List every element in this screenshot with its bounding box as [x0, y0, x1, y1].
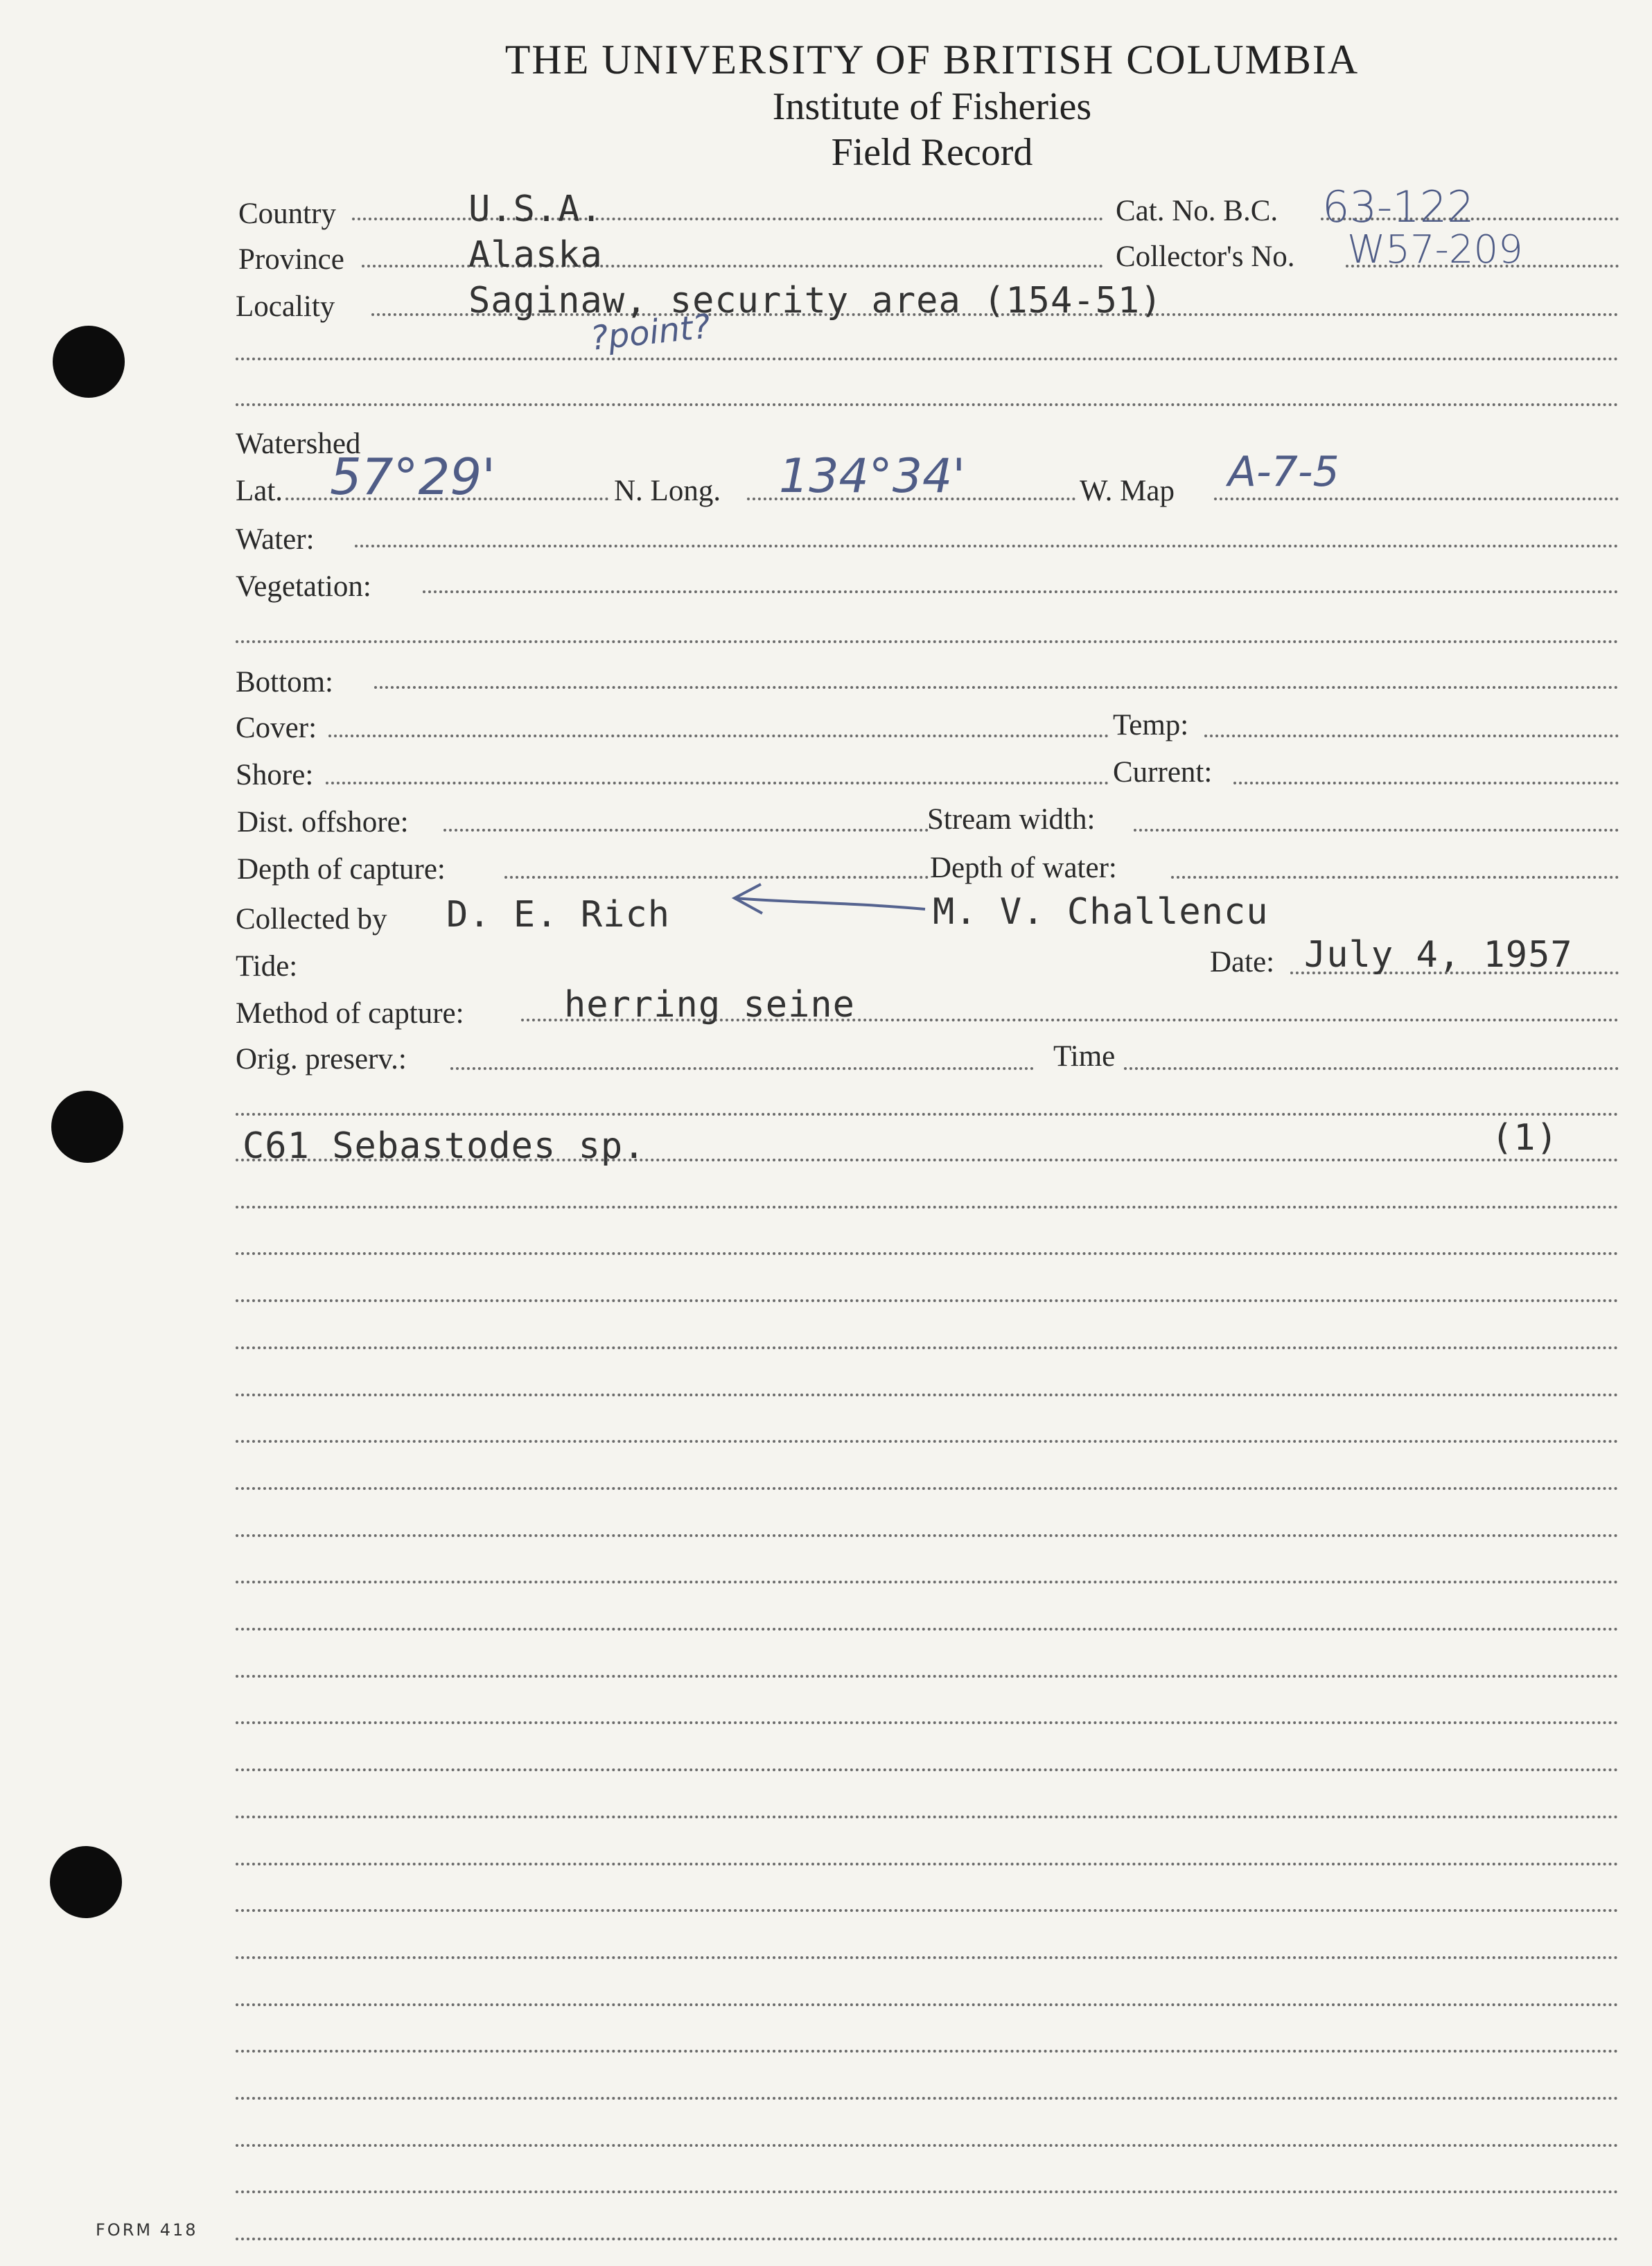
- province-label: Province: [238, 243, 344, 276]
- ruled-line: [236, 1816, 1619, 1818]
- ruled-line: [236, 1721, 1619, 1724]
- country-value: U.S.A.: [468, 188, 603, 230]
- specimen-count: (1): [1491, 1117, 1558, 1159]
- ruled-line: [236, 2050, 1619, 2053]
- orig-preserv-label: Orig. preserv.:: [236, 1043, 407, 1075]
- date-value: July 4, 1957: [1304, 934, 1573, 976]
- current-label: Current:: [1113, 756, 1213, 789]
- time-line: [1124, 1067, 1619, 1070]
- locality-line-3: [236, 403, 1619, 406]
- cover-label: Cover:: [236, 712, 317, 744]
- institute-title: Institute of Fisheries: [772, 85, 1092, 128]
- shore-label: Shore:: [236, 759, 314, 791]
- cover-line: [328, 735, 1109, 737]
- ruled-line: [236, 2003, 1619, 2006]
- bottom-line: [374, 686, 1619, 689]
- collected-by-value: D. E. Rich: [446, 894, 671, 936]
- specimen-section-line: [236, 1113, 1619, 1116]
- binder-hole-bottom: [50, 1846, 122, 1918]
- vegetation-label: Vegetation:: [236, 570, 371, 603]
- ruled-line: [236, 1299, 1619, 1302]
- ruled-line: [236, 1487, 1619, 1490]
- stream-width-label: Stream width:: [927, 803, 1096, 836]
- depth-of-capture-label: Depth of capture:: [237, 853, 446, 886]
- dist-offshore-line: [443, 829, 929, 832]
- temp-line: [1204, 735, 1619, 737]
- binder-hole-middle: [51, 1091, 123, 1163]
- specimen-entry: C61 Sebastodes sp.: [243, 1125, 646, 1167]
- stream-width-line: [1134, 829, 1619, 832]
- map-value: A-7-5: [1228, 448, 1339, 496]
- water-label: Water:: [236, 523, 315, 556]
- ruled-line: [236, 2097, 1619, 2100]
- locality-line-2: [236, 358, 1619, 360]
- vegetation-line-2: [236, 640, 1619, 643]
- lat-value: 57°29': [330, 448, 496, 506]
- map-line: [1214, 498, 1619, 500]
- n-long-label: N. Long.: [614, 475, 721, 507]
- ruled-line: [236, 1252, 1619, 1255]
- lat-label: Lat.: [236, 475, 283, 507]
- ruled-line: [236, 1159, 1619, 1161]
- ruled-line: [236, 2144, 1619, 2147]
- vessel-value: M. V. Challencu: [933, 891, 1269, 933]
- date-label: Date:: [1210, 946, 1275, 978]
- ruled-line: [236, 1206, 1619, 1209]
- ruled-line: [236, 1909, 1619, 1912]
- ruled-line: [236, 1394, 1619, 1396]
- pencil-arrow-icon: [721, 879, 929, 920]
- depth-of-water-label: Depth of water:: [930, 852, 1117, 884]
- ruled-line: [236, 1675, 1619, 1678]
- form-number: FORM 418: [96, 2220, 198, 2240]
- collectors-no-label: Collector's No.: [1116, 240, 1295, 273]
- current-line: [1233, 782, 1619, 784]
- shore-line: [326, 782, 1109, 784]
- university-title: THE UNIVERSITY OF BRITISH COLUMBIA: [504, 37, 1360, 82]
- cat-no-value: 63-122: [1322, 182, 1475, 232]
- ruled-line: [236, 2190, 1619, 2193]
- country-line: [352, 218, 1103, 220]
- ruled-line: [236, 2238, 1619, 2240]
- ruled-line: [236, 1534, 1619, 1537]
- ruled-line: [236, 1768, 1619, 1771]
- locality-value: Saginaw, security area (154-51): [468, 280, 1163, 322]
- water-line: [355, 545, 1619, 547]
- province-value: Alaska: [468, 234, 603, 276]
- watershed-label: Watershed: [236, 428, 361, 460]
- record-title: Field Record: [831, 131, 1033, 174]
- tide-label: Tide:: [236, 950, 298, 983]
- ruled-line: [236, 1863, 1619, 1865]
- collectors-no-value: W57-209: [1347, 227, 1523, 272]
- w-map-label: W. Map: [1080, 475, 1175, 507]
- vegetation-line: [423, 590, 1619, 593]
- ruled-line: [236, 1346, 1619, 1349]
- locality-label: Locality: [236, 290, 335, 323]
- locality-note: ?point?: [588, 307, 712, 358]
- ruled-line: [236, 1440, 1619, 1443]
- binder-hole-top: [53, 326, 125, 398]
- time-label: Time: [1053, 1040, 1116, 1073]
- ruled-line: [236, 1956, 1619, 1959]
- depth-of-water-line: [1171, 876, 1619, 879]
- orig-preserv-line: [450, 1067, 1034, 1070]
- method-of-capture-value: herring seine: [564, 984, 855, 1026]
- ruled-line: [236, 1628, 1619, 1631]
- bottom-label: Bottom:: [236, 666, 333, 699]
- dist-offshore-label: Dist. offshore:: [237, 806, 409, 838]
- ruled-line: [236, 1581, 1619, 1583]
- temp-label: Temp:: [1113, 709, 1189, 741]
- country-label: Country: [238, 197, 336, 230]
- collected-by-label: Collected by: [236, 903, 387, 936]
- long-value: 134°34': [779, 449, 966, 504]
- cat-no-label: Cat. No. B.C.: [1116, 195, 1278, 227]
- method-of-capture-label: Method of capture:: [236, 997, 464, 1030]
